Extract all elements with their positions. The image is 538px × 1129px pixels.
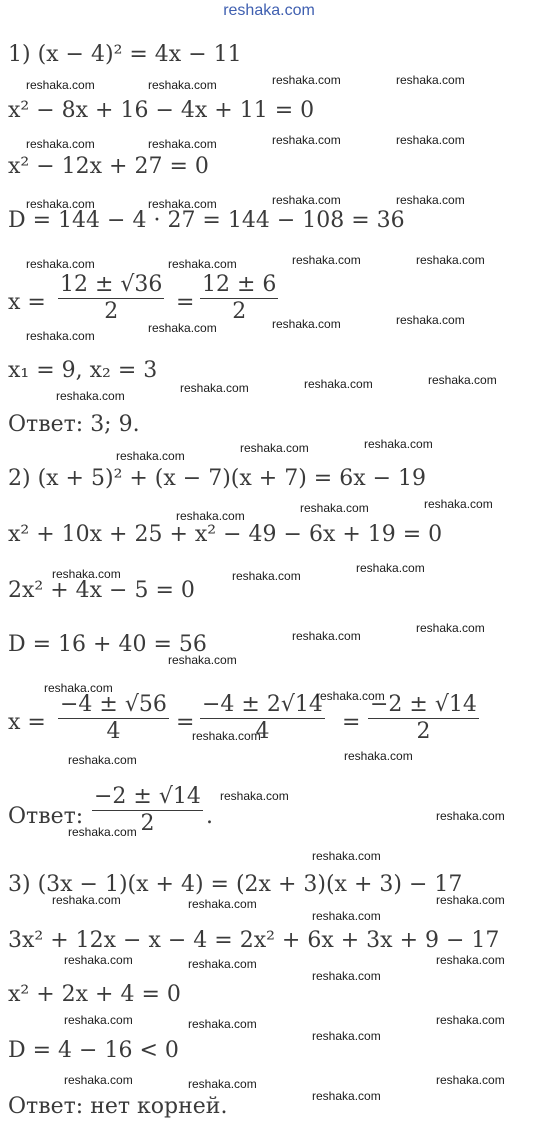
watermark: reshaka.com — [192, 729, 261, 743]
p2-fraction-3-num: −2 ± √14 — [370, 692, 477, 717]
watermark: reshaka.com — [424, 497, 493, 511]
watermark: reshaka.com — [68, 753, 137, 767]
watermark: reshaka.com — [312, 1029, 381, 1043]
watermark: reshaka.com — [180, 381, 249, 395]
watermark: reshaka.com — [312, 1089, 381, 1103]
watermark: reshaka.com — [64, 1013, 133, 1027]
watermark: reshaka.com — [436, 1073, 505, 1087]
p2-x-equals: x = — [8, 710, 46, 735]
p1-line-2: x² − 8x + 16 − 4x + 11 = 0 — [8, 98, 315, 123]
watermark: reshaka.com — [188, 1017, 257, 1031]
watermark: reshaka.com — [26, 257, 95, 271]
p2-fraction-2-num: −4 ± 2√14 — [202, 692, 323, 717]
watermark: reshaka.com — [356, 561, 425, 575]
watermark: reshaka.com — [292, 629, 361, 643]
watermark: reshaka.com — [312, 909, 381, 923]
p2-answer-num: −2 ± √14 — [94, 784, 201, 809]
p2-line-1: 2) (x + 5)² + (x − 7)(x + 7) = 6x − 19 — [8, 466, 427, 491]
watermark: reshaka.com — [148, 321, 217, 335]
watermark: reshaka.com — [148, 197, 217, 211]
watermark: reshaka.com — [148, 137, 217, 151]
p3-line-1: 3) (3x − 1)(x + 4) = (2x + 3)(x + 3) − 17 — [8, 872, 463, 897]
p3-answer: Ответ: нет корней. — [8, 1094, 228, 1119]
watermark: reshaka.com — [428, 373, 497, 387]
watermark: reshaka.com — [52, 893, 121, 907]
p1-line-4: D = 144 − 4 · 27 = 144 − 108 = 36 — [8, 208, 405, 233]
watermark: reshaka.com — [396, 133, 465, 147]
watermark: reshaka.com — [316, 689, 385, 703]
watermark: reshaka.com — [188, 957, 257, 971]
watermark: reshaka.com — [292, 253, 361, 267]
p2-answer-label: Ответ: — [8, 804, 84, 829]
watermark: reshaka.com — [436, 953, 505, 967]
p1-fraction-2 — [200, 272, 278, 325]
watermark: reshaka.com — [344, 749, 413, 763]
watermark: reshaka.com — [436, 1013, 505, 1027]
watermark: reshaka.com — [168, 653, 237, 667]
watermark: reshaka.com — [44, 681, 113, 695]
watermark: reshaka.com — [272, 317, 341, 331]
watermark: reshaka.com — [26, 137, 95, 151]
p2-line-4: D = 16 + 40 = 56 — [8, 632, 207, 657]
site-title[interactable]: reshaka.com — [223, 2, 315, 19]
p3-line-2: 3x² + 12x − x − 4 = 2x² + 6x + 3x + 9 − 17 — [8, 928, 500, 953]
watermark: reshaka.com — [116, 449, 185, 463]
watermark: reshaka.com — [416, 621, 485, 635]
p2-fraction-1-den: 4 — [106, 719, 121, 744]
watermark: reshaka.com — [240, 441, 309, 455]
watermark: reshaka.com — [436, 809, 505, 823]
watermark: reshaka.com — [396, 313, 465, 327]
p1-equals: = — [176, 290, 195, 315]
p3-line-4: D = 4 − 16 < 0 — [8, 1038, 179, 1063]
watermark: reshaka.com — [416, 253, 485, 267]
watermark: reshaka.com — [26, 78, 95, 92]
p2-answer-den: 2 — [140, 811, 155, 836]
watermark: reshaka.com — [26, 329, 95, 343]
p2-fraction-2-den: 4 — [255, 719, 270, 744]
p2-answer-period: . — [206, 804, 213, 829]
watermark: reshaka.com — [272, 73, 341, 87]
p3-line-3: x² + 2x + 4 = 0 — [8, 982, 181, 1007]
p2-fraction-1 — [58, 692, 169, 745]
watermark: reshaka.com — [396, 73, 465, 87]
watermark: reshaka.com — [272, 133, 341, 147]
watermark: reshaka.com — [272, 193, 341, 207]
p1-answer: Ответ: 3; 9. — [8, 412, 140, 437]
p1-fraction-1-den: 2 — [104, 299, 119, 324]
watermark: reshaka.com — [364, 437, 433, 451]
p1-line-3: x² − 12x + 27 = 0 — [8, 154, 209, 179]
watermark: reshaka.com — [220, 789, 289, 803]
watermark: reshaka.com — [312, 849, 381, 863]
watermark: reshaka.com — [52, 567, 121, 581]
p2-equals-1: = — [176, 710, 195, 735]
watermark: reshaka.com — [148, 78, 217, 92]
p1-fraction-2-den: 2 — [232, 299, 247, 324]
p1-fraction-2-num: 12 ± 6 — [202, 272, 277, 297]
watermark: reshaka.com — [436, 893, 505, 907]
p2-fraction-1-num: −4 ± √56 — [60, 692, 167, 717]
watermark: reshaka.com — [188, 897, 257, 911]
watermark: reshaka.com — [168, 257, 237, 271]
p1-line-1: 1) (x − 4)² = 4x − 11 — [8, 42, 242, 67]
p1-roots: x₁ = 9, x₂ = 3 — [8, 358, 158, 383]
p2-line-3: 2x² + 4x − 5 = 0 — [8, 578, 195, 603]
watermark: reshaka.com — [176, 509, 245, 523]
watermark: reshaka.com — [56, 389, 125, 403]
watermark: reshaka.com — [396, 193, 465, 207]
watermark: reshaka.com — [312, 969, 381, 983]
watermark: reshaka.com — [26, 197, 95, 211]
p2-equals-2: = — [342, 710, 361, 735]
p1-x-equals: x = — [8, 290, 46, 315]
p1-fraction-1-num: 12 ± √36 — [60, 272, 163, 297]
watermark: reshaka.com — [64, 953, 133, 967]
watermark: reshaka.com — [304, 377, 373, 391]
watermark: reshaka.com — [232, 569, 301, 583]
watermark: reshaka.com — [300, 501, 369, 515]
p1-fraction-1 — [58, 272, 164, 325]
p2-fraction-3-den: 2 — [416, 719, 431, 744]
p2-line-2: x² + 10x + 25 + x² − 49 − 6x + 19 = 0 — [8, 522, 443, 547]
watermark: reshaka.com — [68, 825, 137, 839]
watermark: reshaka.com — [188, 1077, 257, 1091]
watermark: reshaka.com — [64, 1073, 133, 1087]
